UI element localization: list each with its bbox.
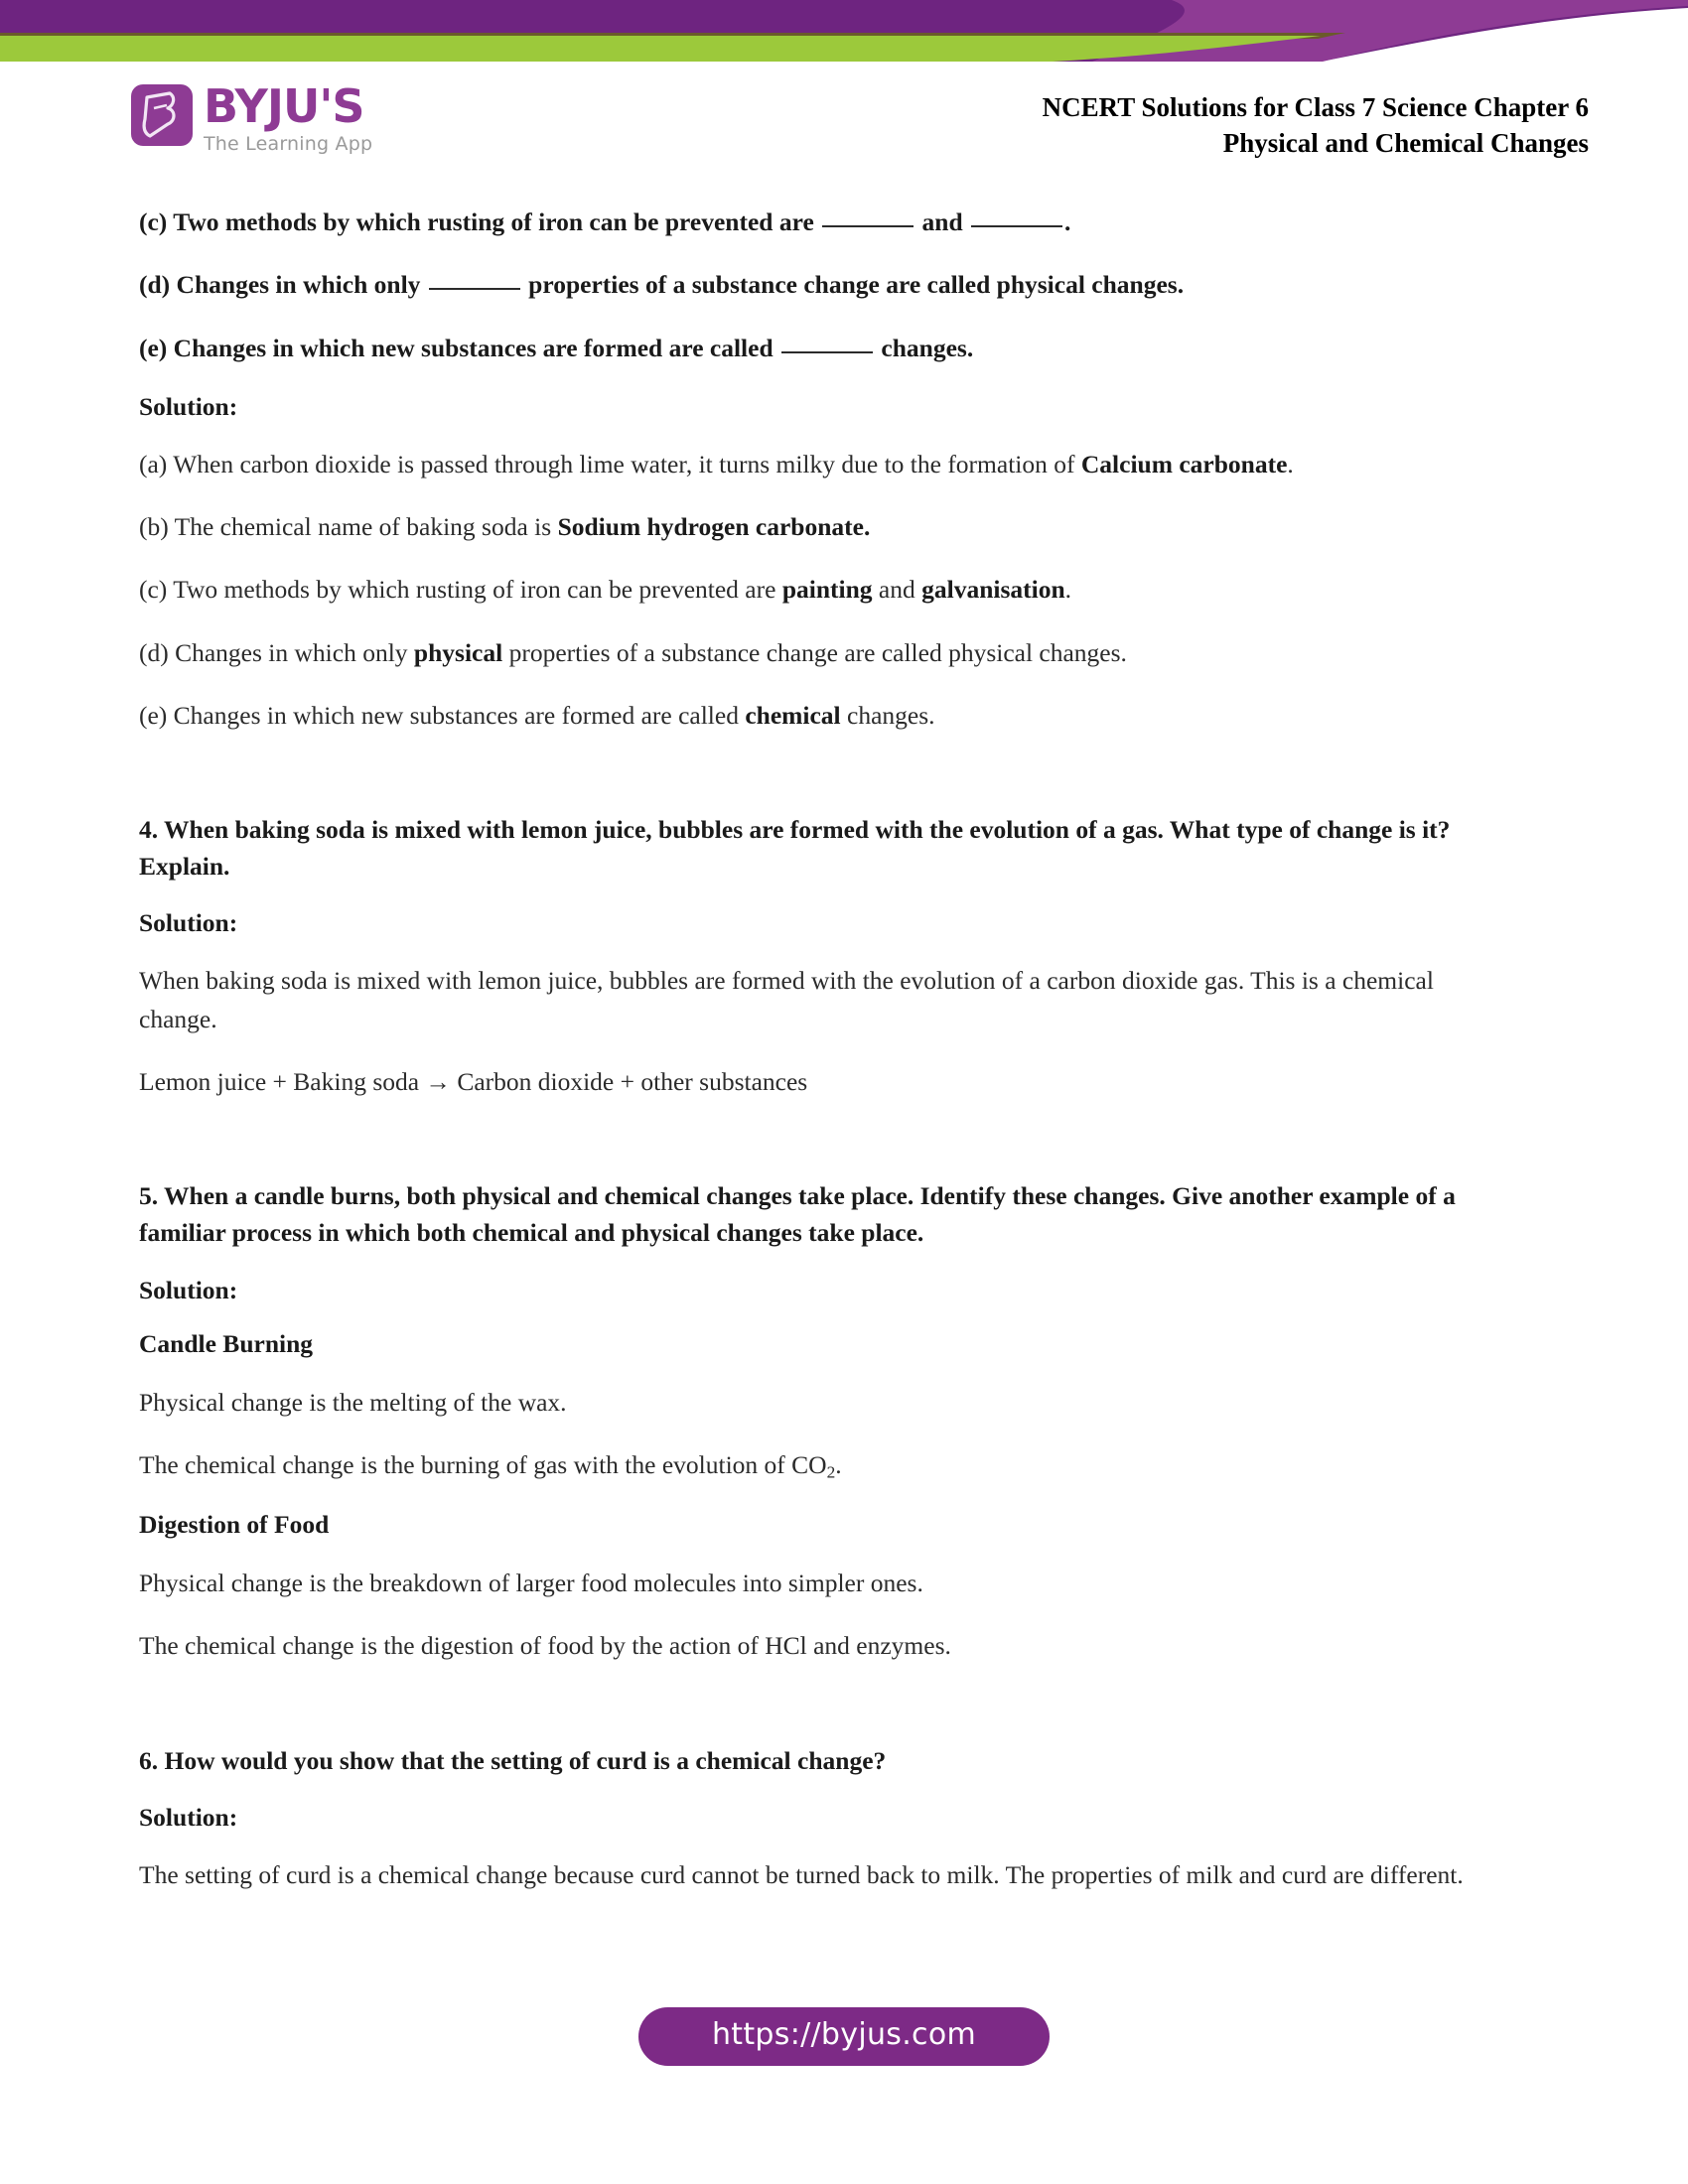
answer-item-b <box>139 508 1489 546</box>
answer-a-bold: Calcium carbonate <box>1080 449 1288 478</box>
question-4-text: 4. When baking soda is mixed with lemon juice, bubbles are formed with the evolution of a gas. What type of change is it? Explain. <box>139 815 1451 882</box>
blank-item-d <box>139 266 1489 304</box>
document-title-line1: NCERT Solutions for Class 7 Science Chapter 6 <box>1042 92 1589 122</box>
blank-line-c1 <box>822 225 914 227</box>
section-spacer-q6 <box>139 1691 1489 1742</box>
question-6-answer: The setting of curd is a chemical change because curd cannot be turned back to milk. The properties of milk and curd are different. <box>139 1859 1464 1889</box>
question-6-text: 6. How would you show that the setting of curd is a chemical change? <box>139 1745 887 1775</box>
candle-physical-change: Physical change is the melting of the wax. <box>139 1387 567 1417</box>
blank-d-pre: (d) Changes in which only <box>139 270 427 300</box>
candle-chemical-post: . <box>835 1449 842 1479</box>
blank-c-pre: (c) Two methods by which rusting of iron can be prevented are <box>139 207 821 236</box>
blank-line-d1 <box>429 288 520 290</box>
section-spacer-q4 <box>139 759 1489 811</box>
blank-item-c <box>139 204 1489 241</box>
logo-tagline: The Learning App <box>204 133 373 156</box>
solution-label-q6: Solution: <box>139 1802 238 1832</box>
digestion-physical-change: Physical change is the breakdown of larger food molecules into simpler ones. <box>139 1569 923 1598</box>
answer-c-pre: (c) Two methods by which rusting of iron can be prevented are <box>139 575 782 605</box>
answer-a-post: . <box>1287 449 1294 478</box>
document-title-line2: Physical and Chemical Changes <box>1222 127 1589 158</box>
digestion-chemical-change: The chemical change is the digestion of food by the action of HCl and enzymes. <box>139 1631 951 1661</box>
answer-item-c <box>139 571 1489 609</box>
document-title <box>1043 90 1589 161</box>
byjus-b-mark-icon <box>131 84 193 146</box>
subheading-candle-burning: Candle Burning <box>139 1328 314 1358</box>
subheading-digestion-of-food: Digestion of Food <box>139 1510 330 1540</box>
question-4-answer: When baking soda is mixed with lemon juice, bubbles are formed with the evolution of a carbon dioxide gas. This is a chemical change. <box>139 966 1434 1033</box>
solution-label-q4: Solution: <box>139 908 238 938</box>
blank-item-e <box>139 330 1489 367</box>
blank-c-post: . <box>1064 207 1071 236</box>
answer-d-bold: physical <box>413 637 503 667</box>
byjus-logo <box>131 79 373 156</box>
answer-c-bold2: galvanisation <box>921 575 1065 605</box>
answer-c-mid: and <box>872 575 922 605</box>
co2-subscript: 2 <box>826 1462 836 1482</box>
answer-e-pre: (e) Changes in which new substances are formed are called <box>139 700 746 730</box>
page-footer <box>0 2007 1688 2066</box>
candle-chemical-pre: The chemical change is the burning of gas with the evolution of CO <box>139 1449 827 1479</box>
answer-b-pre: (b) The chemical name of baking soda is <box>139 512 558 541</box>
answer-c-post: . <box>1064 575 1072 605</box>
top-decorative-banner <box>0 0 1688 62</box>
question-4-equation: Lemon juice + Baking soda → Carbon dioxide + other substances <box>139 1066 808 1096</box>
section-spacer-q5 <box>139 1126 1489 1177</box>
answer-c-bold1: painting <box>781 575 873 605</box>
blank-c-mid: and <box>915 207 970 236</box>
solution-label-q3: Solution: <box>139 391 238 421</box>
page-header <box>131 79 1589 176</box>
document-body <box>139 204 1489 1919</box>
blank-e-pre: (e) Changes in which new substances are formed are called <box>139 333 780 362</box>
answer-a-pre: (a) When carbon dioxide is passed through lime water, it turns milky due to the formation of <box>139 449 1081 478</box>
solution-label-q5: Solution: <box>139 1275 238 1304</box>
blank-line-c2 <box>971 225 1062 227</box>
answer-item-a <box>139 446 1489 483</box>
answer-d-post: properties of a substance change are called physical changes. <box>502 637 1127 667</box>
blank-e-post: changes. <box>875 333 974 362</box>
answer-e-bold: chemical <box>745 700 841 730</box>
answer-d-pre: (d) Changes in which only <box>139 637 414 667</box>
candle-chemical-change <box>139 1446 1489 1485</box>
answer-item-e <box>139 697 1489 735</box>
blank-d-post: properties of a substance change are called physical changes. <box>521 270 1185 300</box>
answer-item-d <box>139 634 1489 672</box>
logo-wordmark: BYJU'S <box>204 79 364 133</box>
question-5-text: 5. When a candle burns, both physical and chemical changes take place. Identify these changes. Give another example of a familiar process in which both chemical and physical changes take place. <box>139 1181 1456 1248</box>
byjus-url-button[interactable]: https://byjus.com <box>638 2007 1050 2066</box>
answer-b-bold: Sodium hydrogen carbonate. <box>557 512 871 541</box>
answer-e-post: changes. <box>840 700 935 730</box>
blank-line-e1 <box>781 351 873 353</box>
